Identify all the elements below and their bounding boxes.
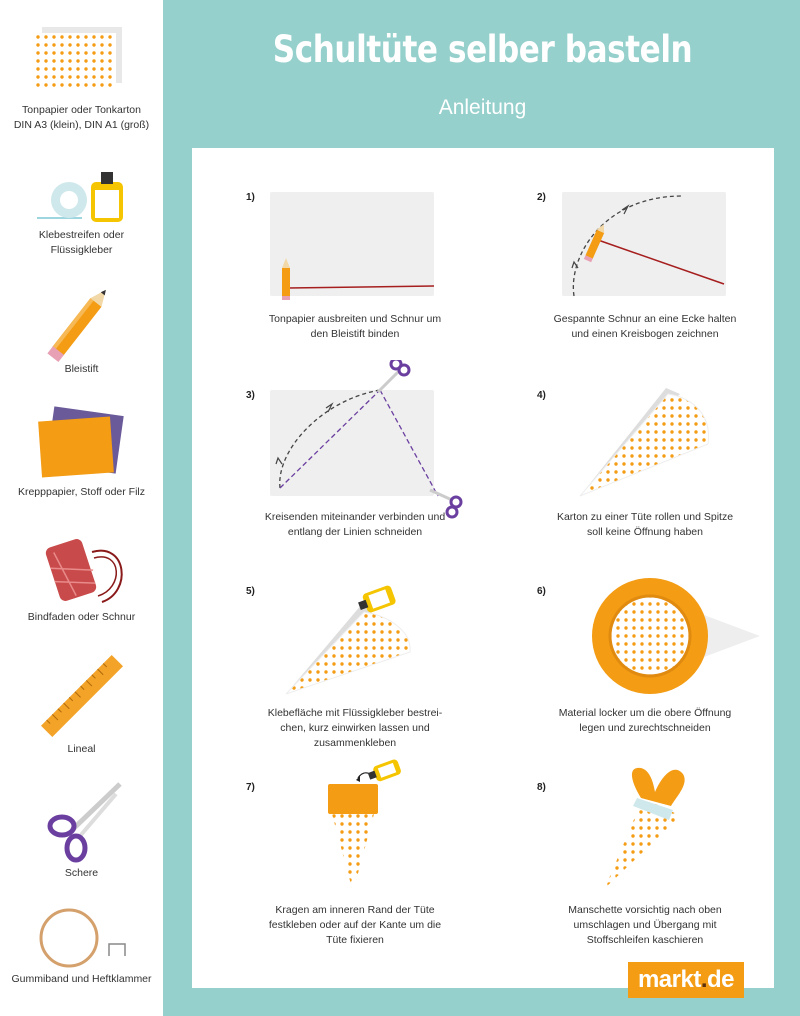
step-8-illustration: [597, 752, 707, 892]
material-tape: [0, 168, 163, 258]
step-7-illustration: [322, 756, 412, 896]
step-number: 6): [537, 586, 546, 597]
material-scissors: [0, 778, 163, 881]
material-label: DIN A3 (klein), DIN A1 (groß): [13, 119, 150, 131]
step-number: 7): [246, 782, 255, 793]
crepe-paper-icon: [32, 405, 132, 485]
material-label: Bleistift: [64, 363, 99, 375]
step-number: 3): [246, 390, 255, 401]
step-1-illustration: [262, 186, 442, 306]
material-rubberband: [0, 906, 163, 987]
step-number: 1): [246, 192, 255, 203]
step-3-text: Kreisenden miteinander verbinden und entlang der Linien schneiden: [264, 511, 446, 538]
markt-logo[interactable]: markt.de: [628, 962, 744, 998]
step-4-illustration: [572, 380, 722, 500]
material-label: Tonpapier oder Tonkarton: [22, 104, 141, 116]
material-label: Flüssigkleber: [50, 244, 113, 256]
dotted-paper-icon: [34, 25, 129, 103]
material-crepe: [0, 405, 163, 500]
step-number: 4): [537, 390, 546, 401]
material-string: [0, 532, 163, 625]
step-number: 5): [246, 586, 255, 597]
step-1-text: Tonpapier ausbreiten und Schnur um den Bleistift binden: [268, 313, 442, 340]
scissors-icon: [378, 360, 409, 392]
page-title: Schultüte selber basteln: [272, 28, 693, 71]
step-5-illustration: [282, 580, 422, 698]
tape-and-glue-icon: [27, 168, 137, 228]
step-7-text: Kragen am inneren Rand der Tüte festkleben oder auf der Kante um die Tüte fixieren: [268, 904, 442, 946]
step-2-text: Gespannte Schnur an eine Ecke halten und einen Kreisbogen zeichnen: [553, 313, 737, 340]
step-6-illustration: [590, 576, 770, 700]
material-ruler: [0, 650, 163, 757]
step-6-text: Material locker um die obere Öffnung legen und zurechtschneiden: [558, 707, 732, 734]
rubberband-staple-icon: [27, 906, 137, 972]
step-3-illustration: [262, 360, 472, 520]
instructions-panel: [192, 148, 774, 988]
material-paper: [0, 25, 163, 133]
materials-sidebar: [0, 0, 163, 1016]
step-2-illustration: [554, 186, 734, 306]
material-label: Krepppapier, Stoff oder Filz: [17, 486, 146, 498]
material-label: Lineal: [67, 743, 96, 755]
step-8-text: Manschette vorsichtig nach oben umschlagen und Übergang mit Stoffschleifen kaschieren: [568, 904, 722, 946]
material-label: Schere: [64, 867, 99, 879]
string-spool-icon: [32, 532, 132, 610]
step-number: 2): [537, 192, 546, 203]
step-number: 8): [537, 782, 546, 793]
pencil-icon: [32, 280, 132, 362]
material-label: Gummiband und Heftklammer: [11, 973, 152, 985]
material-label: Klebestreifen oder: [38, 229, 125, 241]
material-label: Bindfaden oder Schnur: [27, 611, 136, 623]
ruler-icon: [32, 650, 132, 742]
material-pencil: [0, 280, 163, 377]
step-4-text: Karton zu einer Tüte rollen und Spitze soll keine Öffnung haben: [556, 511, 734, 538]
glue-bottle-icon: [366, 758, 402, 784]
scissors-icon: [32, 778, 132, 866]
step-5-text: Klebefläche mit Flüssigkleber bestrei- chen, kurz einwirken lassen und zusammenkleben: [267, 707, 443, 749]
page-subtitle: Anleitung: [438, 96, 527, 119]
